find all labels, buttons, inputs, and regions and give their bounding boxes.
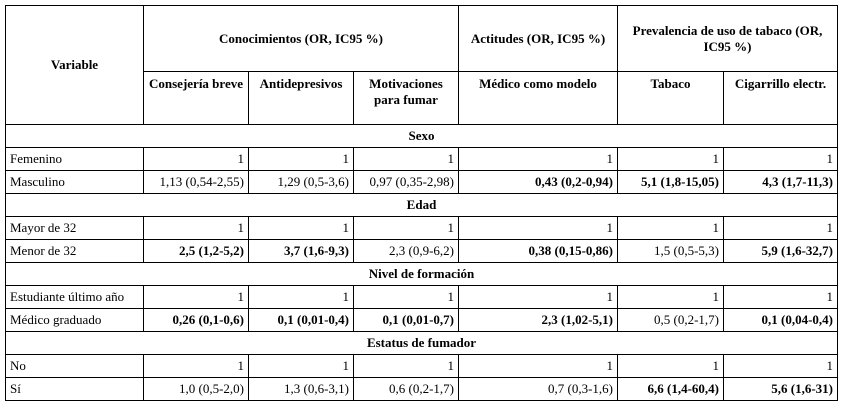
table-cell: 1 — [724, 355, 838, 378]
table-cell: 0,7 (0,3-1,6) — [459, 378, 618, 401]
row-label: Femenino — [6, 148, 144, 171]
table-cell: 2,3 (0,9-6,2) — [354, 240, 459, 263]
table-cell: 1 — [144, 217, 249, 240]
row-label: Menor de 32 — [6, 240, 144, 263]
table-row — [6, 148, 838, 171]
table-cell: 1 — [459, 286, 618, 309]
subheader-cigarrillo: Cigarrillo electr. — [724, 72, 838, 125]
table-row — [6, 355, 838, 378]
table-cell: 0,5 (0,2-1,7) — [618, 309, 724, 332]
table-cell: 2,3 (1,02-5,1) — [459, 309, 618, 332]
table-cell: 1 — [724, 286, 838, 309]
table-cell: 1 — [459, 355, 618, 378]
table-cell: 1,3 (0,6-3,1) — [249, 378, 354, 401]
section-row — [6, 194, 838, 217]
table-cell: 0,97 (0,35-2,98) — [354, 171, 459, 194]
table-cell: 1 — [618, 148, 724, 171]
table-cell: 1 — [724, 148, 838, 171]
table-row — [6, 240, 838, 263]
table-cell: 1 — [249, 355, 354, 378]
section-title: Edad — [6, 194, 838, 217]
table-cell: 0,26 (0,1-0,6) — [144, 309, 249, 332]
table-cell: 5,6 (1,6-31) — [724, 378, 838, 401]
table-cell: 1 — [724, 217, 838, 240]
table-cell: 1 — [249, 217, 354, 240]
section-title: Nivel de formación — [6, 263, 838, 286]
subheader-medico-modelo: Médico como modelo — [459, 72, 618, 125]
table-cell: 1 — [618, 355, 724, 378]
table-row — [6, 286, 838, 309]
table-cell: 0,43 (0,2-0,94) — [459, 171, 618, 194]
table-row — [6, 378, 838, 401]
table-cell: 1 — [459, 217, 618, 240]
row-label: Mayor de 32 — [6, 217, 144, 240]
table-cell: 1 — [354, 355, 459, 378]
table-cell: 0,6 (0,2-1,7) — [354, 378, 459, 401]
table-row — [6, 217, 838, 240]
table-cell: 6,6 (1,4-60,4) — [618, 378, 724, 401]
table-cell: 2,5 (1,2-5,2) — [144, 240, 249, 263]
table-row — [6, 309, 838, 332]
table-cell: 1 — [249, 286, 354, 309]
table-cell: 1,0 (0,5-2,0) — [144, 378, 249, 401]
table-cell: 5,9 (1,6-32,7) — [724, 240, 838, 263]
table-cell: 1 — [354, 286, 459, 309]
section-row — [6, 332, 838, 355]
row-label: No — [6, 355, 144, 378]
table-cell: 1,13 (0,54-2,55) — [144, 171, 249, 194]
row-label: Estudiante último año — [6, 286, 144, 309]
section-title: Sexo — [6, 125, 838, 148]
header-group-actitudes: Actitudes (OR, IC95 %) — [459, 6, 618, 72]
row-label: Médico graduado — [6, 309, 144, 332]
table-cell: 1 — [249, 148, 354, 171]
section-title: Estatus de fumador — [6, 332, 838, 355]
row-label: Sí — [6, 378, 144, 401]
table-cell: 1,5 (0,5-5,3) — [618, 240, 724, 263]
table-cell: 1 — [459, 148, 618, 171]
header-variable: Variable — [6, 6, 144, 125]
table-cell: 1 — [354, 217, 459, 240]
table-body — [6, 125, 838, 401]
table-cell: 0,38 (0,15-0,86) — [459, 240, 618, 263]
subheader-tabaco: Tabaco — [618, 72, 724, 125]
header-group-conocimientos: Conocimientos (OR, IC95 %) — [144, 6, 459, 72]
table-row — [6, 171, 838, 194]
odds-ratio-table — [5, 5, 838, 401]
table-cell: 5,1 (1,8-15,05) — [618, 171, 724, 194]
section-row — [6, 125, 838, 148]
table-container — [5, 5, 838, 401]
subheader-consejeria: Consejería breve — [144, 72, 249, 125]
table-cell: 1 — [618, 286, 724, 309]
table-cell: 1 — [354, 148, 459, 171]
subheader-motivaciones: Motivaciones para fumar — [354, 72, 459, 125]
table-cell: 1 — [144, 286, 249, 309]
table-cell: 1,29 (0,5-3,6) — [249, 171, 354, 194]
table-cell: 1 — [618, 217, 724, 240]
table-cell: 3,7 (1,6-9,3) — [249, 240, 354, 263]
table-cell: 0,1 (0,01-0,4) — [249, 309, 354, 332]
table-cell: 1 — [144, 148, 249, 171]
subheader-antidepresivos: Antidepresivos — [249, 72, 354, 125]
table-cell: 4,3 (1,7-11,3) — [724, 171, 838, 194]
table-cell: 1 — [144, 355, 249, 378]
section-row — [6, 263, 838, 286]
table-cell: 0,1 (0,04-0,4) — [724, 309, 838, 332]
header-group-prevalencia: Prevalencia de uso de tabaco (OR, IC95 %) — [618, 6, 838, 72]
row-label: Masculino — [6, 171, 144, 194]
table-cell: 0,1 (0,01-0,7) — [354, 309, 459, 332]
